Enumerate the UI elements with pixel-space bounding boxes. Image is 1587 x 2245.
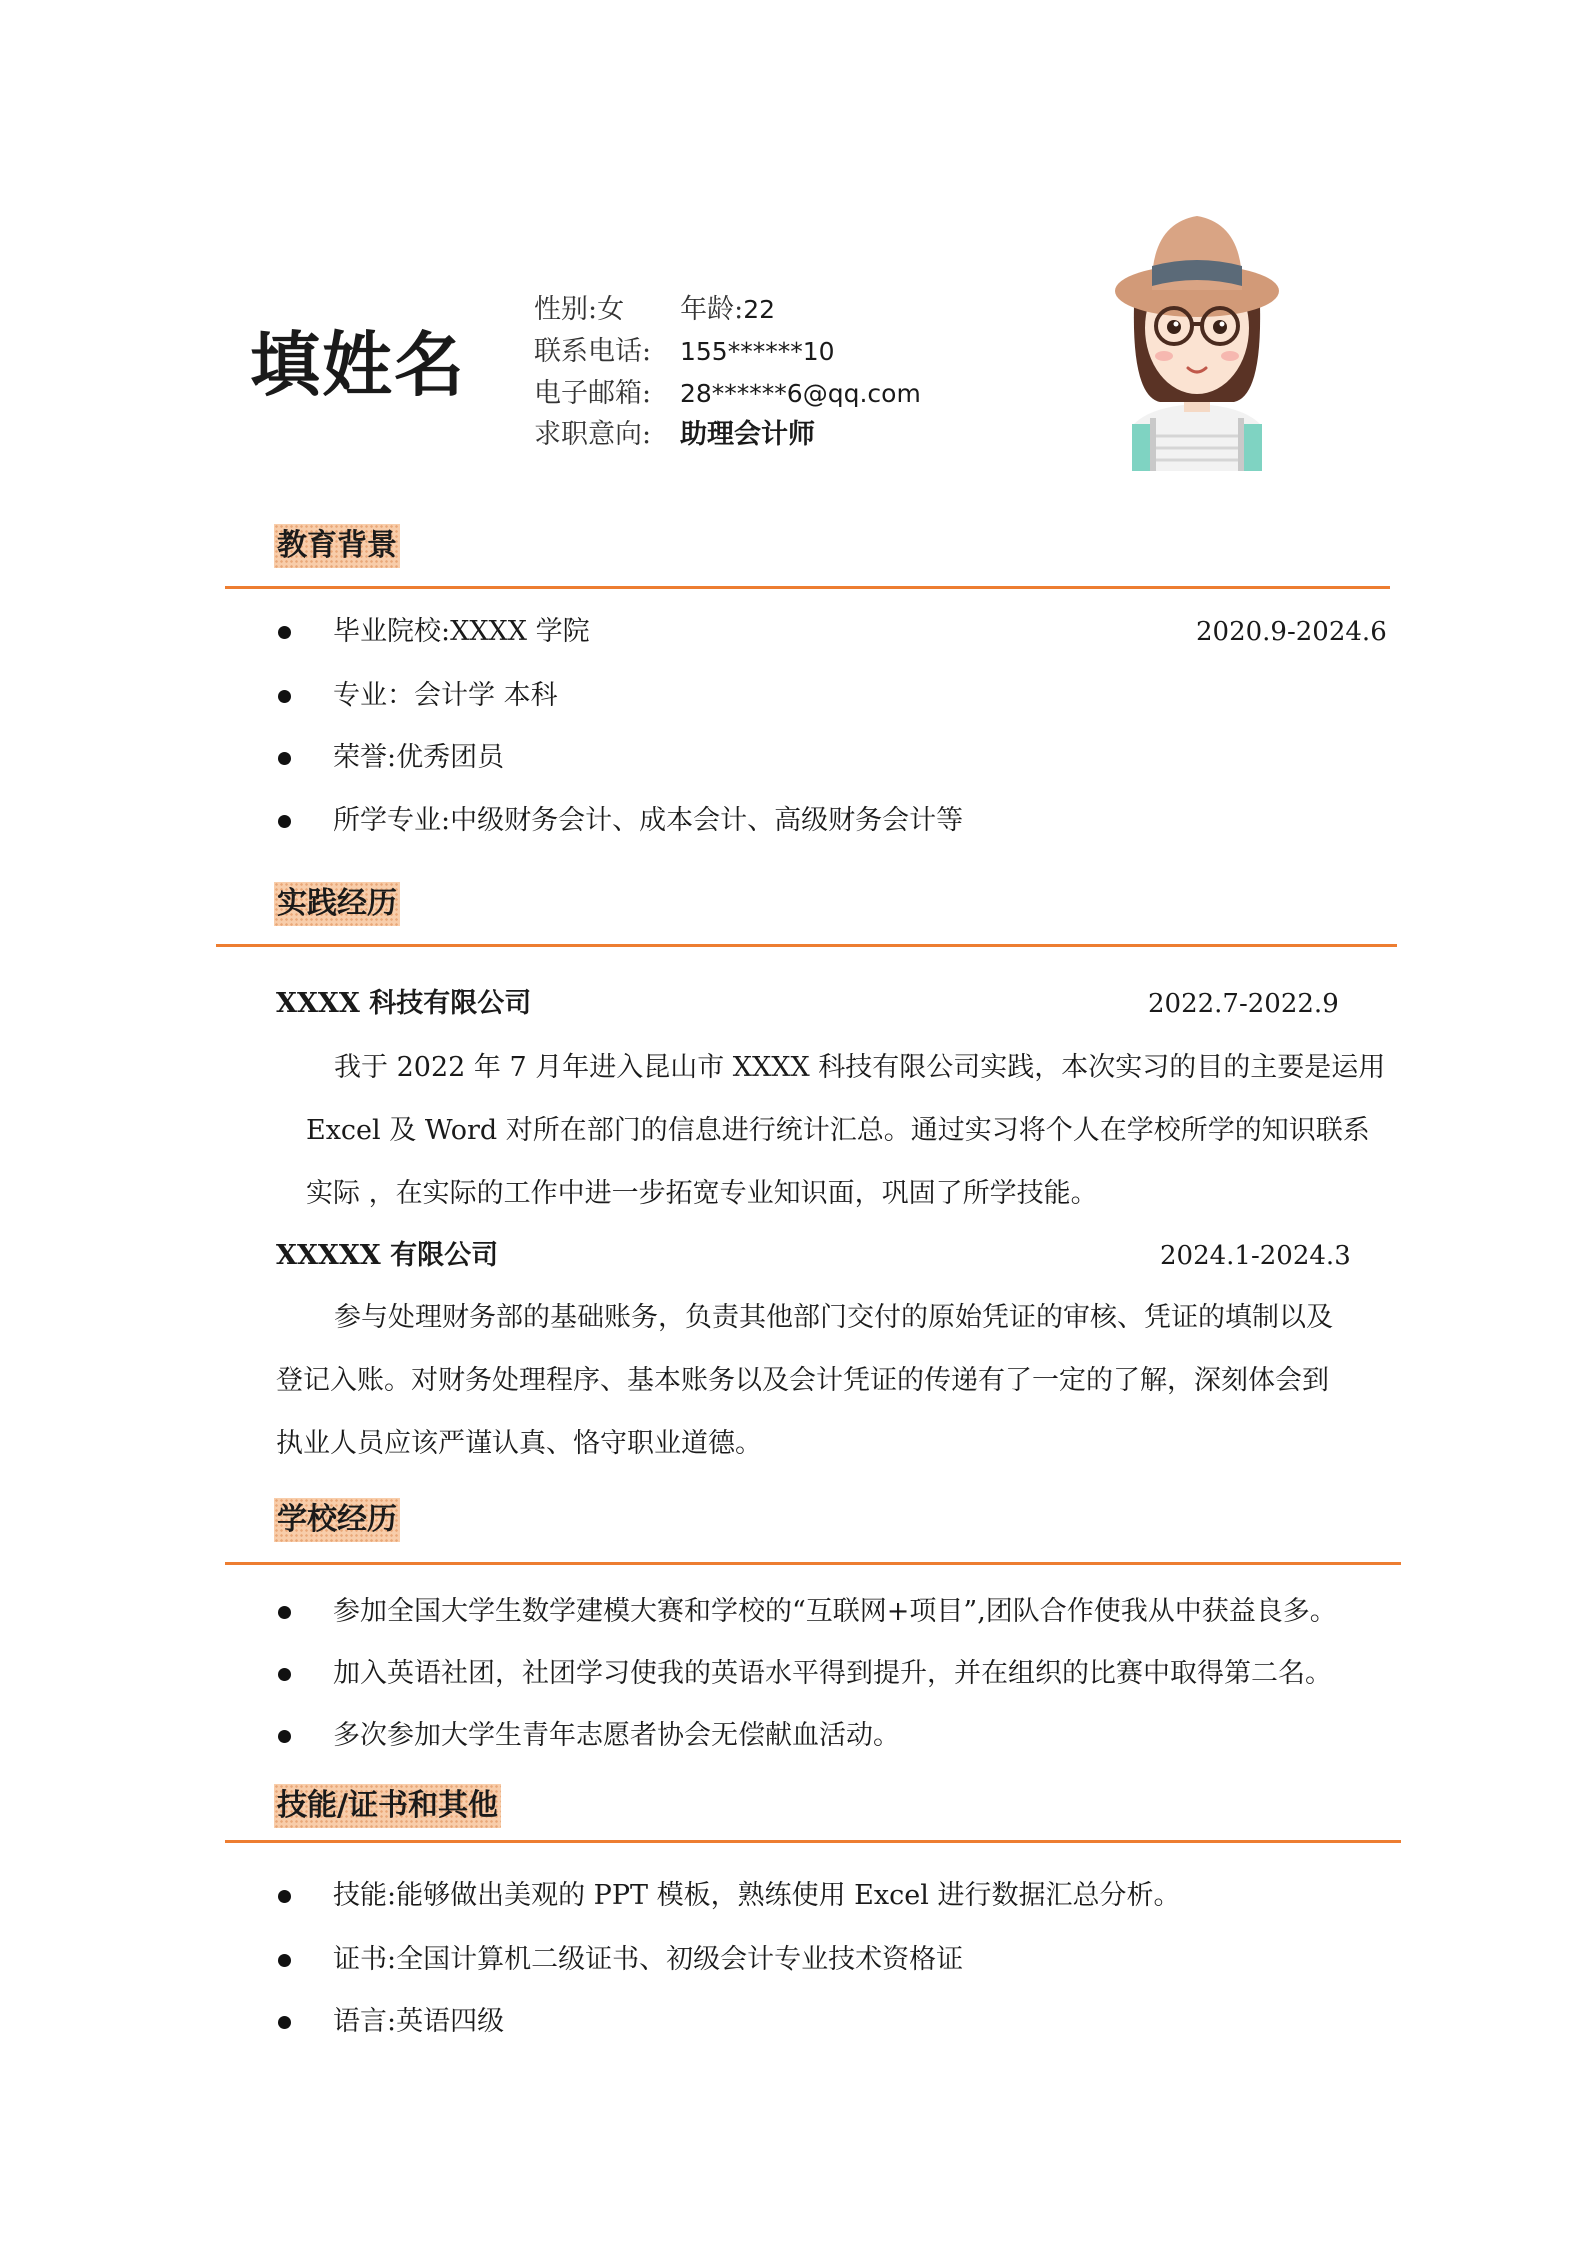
job-date: 2022.7-2022.9 xyxy=(1148,989,1339,1019)
job-description-line: 参与处理财务部的基础账务，负责其他部门交付的原始凭证的审核、凭证的填制以及 xyxy=(334,1302,1333,1333)
age-value: 22 xyxy=(743,295,776,324)
list-item: 毕业院校:XXXX 学院 xyxy=(333,616,590,647)
age-label: 年龄: xyxy=(680,294,744,325)
list-item: 专业：会计学 本科 xyxy=(333,680,558,711)
bullet-icon xyxy=(278,1606,291,1619)
job-description-line: Excel 及 Word 对所在部门的信息进行统计汇总。通过实习将个人在学校所学的知识联系 xyxy=(306,1115,1370,1146)
company-name: XXXXX 有限公司 xyxy=(276,1240,499,1271)
section-divider xyxy=(225,586,1390,589)
education-date: 2020.9-2024.6 xyxy=(1196,617,1387,647)
candidate-name: 填姓名 xyxy=(250,323,466,406)
section-title-education: 教育背景 xyxy=(274,524,400,568)
intent-label: 求职意向: xyxy=(534,419,652,450)
section-divider xyxy=(216,944,1397,947)
gender-label: 性别:女 xyxy=(534,294,625,325)
list-item: 技能:能够做出美观的 PPT 模板，熟练使用 Excel 进行数据汇总分析。 xyxy=(333,1880,1181,1911)
bullet-icon xyxy=(278,1730,291,1743)
bullet-icon xyxy=(278,626,291,639)
cartoon-girl-avatar-icon xyxy=(1112,196,1282,471)
job-description-line: 我于 2022 年 7 月年进入昆山市 XXXX 科技有限公司实践，本次实习的目的主要是运用 xyxy=(334,1052,1386,1083)
avatar-image xyxy=(1112,196,1282,471)
list-item: 所学专业:中级财务会计、成本会计、高级财务会计等 xyxy=(333,805,964,836)
job-description-line: 执业人员应该严谨认真、恪守职业道德。 xyxy=(276,1428,762,1459)
job-date: 2024.1-2024.3 xyxy=(1160,1241,1351,1271)
company-name: XXXX 科技有限公司 xyxy=(276,988,532,1019)
phone-row xyxy=(534,332,835,372)
section-title-skills: 技能/证书和其他 xyxy=(274,1784,501,1828)
bullet-icon xyxy=(278,815,291,828)
section-divider xyxy=(225,1840,1401,1843)
list-item: 多次参加大学生青年志愿者协会无偿献血活动。 xyxy=(333,1720,900,1751)
bullet-icon xyxy=(278,2016,291,2029)
bullet-icon xyxy=(278,752,291,765)
phone-value: 155******10 xyxy=(680,337,835,366)
section-divider xyxy=(225,1562,1401,1565)
bullet-icon xyxy=(278,1954,291,1967)
section-title-school: 学校经历 xyxy=(274,1498,400,1542)
job-description-line: 实际 ，在实际的工作中进一步拓宽专业知识面，巩固了所学技能。 xyxy=(306,1178,1098,1209)
intent-row xyxy=(534,415,815,455)
bullet-icon xyxy=(278,1668,291,1681)
email-value: 28******6@qq.com xyxy=(680,379,921,408)
list-item: 语言:英语四级 xyxy=(333,2006,505,2037)
list-item: 证书:全国计算机二级证书、初级会计专业技术资格证 xyxy=(333,1944,964,1975)
list-item: 加入英语社团，社团学习使我的英语水平得到提升，并在组织的比赛中取得第二名。 xyxy=(333,1658,1332,1689)
job-description-line: 登记入账。对财务处理程序、基本账务以及会计凭证的传递有了一定的了解，深刻体会到 xyxy=(276,1365,1329,1396)
list-item: 参加全国大学生数学建模大赛和学校的“互联网+项目”,团队合作使我从中获益良多。 xyxy=(333,1596,1337,1627)
bullet-icon xyxy=(278,690,291,703)
phone-label: 联系电话: xyxy=(534,336,652,367)
bullet-icon xyxy=(278,1890,291,1903)
email-label: 电子邮箱: xyxy=(534,378,652,409)
email-row xyxy=(534,374,921,414)
gender-age-row xyxy=(534,290,775,330)
intent-value: 助理会计师 xyxy=(680,419,815,450)
section-title-practice: 实践经历 xyxy=(274,882,400,926)
list-item: 荣誉:优秀团员 xyxy=(333,742,505,773)
